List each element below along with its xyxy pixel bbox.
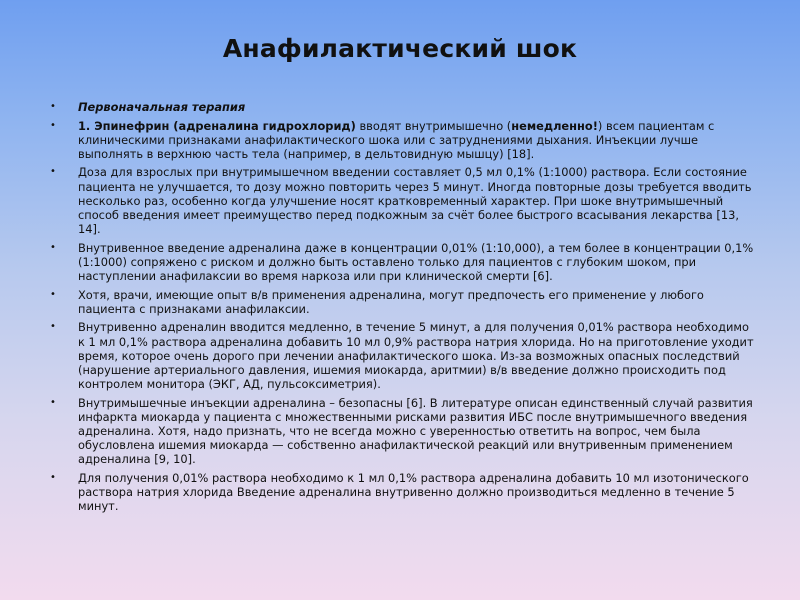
bullet-icon: • (50, 241, 56, 253)
section-heading: Первоначальная терапия (78, 100, 246, 114)
bullet-icon: • (50, 166, 56, 178)
bullet-item (46, 241, 758, 284)
bullet-icon: • (50, 119, 56, 131)
bullet-icon: • (50, 101, 56, 112)
bullet-item (46, 119, 758, 162)
bullet-item-heading (46, 100, 758, 114)
bullet-icon: • (50, 471, 56, 483)
bullet-list (46, 100, 758, 518)
bullet-item (46, 471, 758, 514)
emphasis-text: немедленно! (511, 118, 598, 133)
bullet-text: вводят внутримышечно ( (355, 118, 512, 133)
bullet-item (46, 320, 758, 391)
bullet-text: Доза для взрослых при внутримышечном введении составляет 0,5 мл 0,1% (1:1000) раствора. Если состояние пациента не улучшается, то дозу можно повторить через 5 минут. Иногда повторные дозы требуется вводить несколько раз, особенно когда улучшение носят кратковременный характер. При шоке внутримышечный способ введения имеет преимущество перед подкожным за счёт более быстрого всасывания лекарства [13, 14]. (78, 165, 752, 237)
bullet-text: Хотя, врачи, имеющие опыт в/в применения адреналина, могут предпочесть его применение у любого пациента с признаками анафилаксии. (78, 287, 704, 316)
bullet-text: Для получения 0,01% раствора необходимо к 1 мл 0,1% раствора адреналина добавить 10 мл изотонического раствора натрия хлорида Введение адреналина внутривенно должно производиться медленно в течение 5 минут. (78, 470, 749, 514)
slide-title: Анафилактический шок (222, 34, 578, 63)
drug-name: 1. Эпинефрин (адреналина гидрохлорид) (78, 118, 356, 133)
bullet-icon: • (50, 321, 56, 333)
bullet-item (46, 396, 758, 467)
bullet-icon: • (50, 396, 56, 408)
bullet-item (46, 288, 758, 316)
bullet-text: Внутримышечные инъекции адреналина – безопасны [6]. В литературе описан единственный случай развития инфаркта миокарда у пациента с множественными рисками развития ИБС после внутримышечного введения адреналина. Хотя, надо признать, что не всегда можно с уверенностью ответить на вопрос, чем была обусловлена ишемия миокарда — собственно анафилактической реакций или внутривенным применением адреналина [9, 10]. (78, 395, 753, 467)
bullet-text: Внутривенно адреналин вводится медленно, в течение 5 минут, а для получения 0,01% раствора необходимо к 1 мл 0,1% раствора адреналина добавить 10 мл 0,9% раствора натрия хлорида. Но на приготовление уходит время, которое очень дорого при лечении анафилактического шока. Из-за возможных опасных последствий (нарушение артериального давления, ишемия миокарда, аритмии) в/в введение должно происходить под контролем монитора (ЭКГ, АД, пульсоксиметрия). (78, 320, 754, 392)
bullet-text: Внутривенное введение адреналина даже в концентрации 0,01% (1:10,000), а тем более в концентрации 0,1% (1:1000) сопряжено с риском и должно быть оставлено только для пациентов с глубоким шоком, при наступлении анафилаксии во время наркоза или при клинической смерти [6]. (78, 240, 754, 284)
bullet-item (46, 165, 758, 236)
bullet-icon: • (50, 288, 56, 300)
bullet-text: ) всем пациентам с клиническими признаками анафилактического шока или с затруднениями дыхания. Инъекции лучше выполнять в верхнюю часть тела (например, в дельтовидную мышцу) [18]. (78, 118, 715, 161)
